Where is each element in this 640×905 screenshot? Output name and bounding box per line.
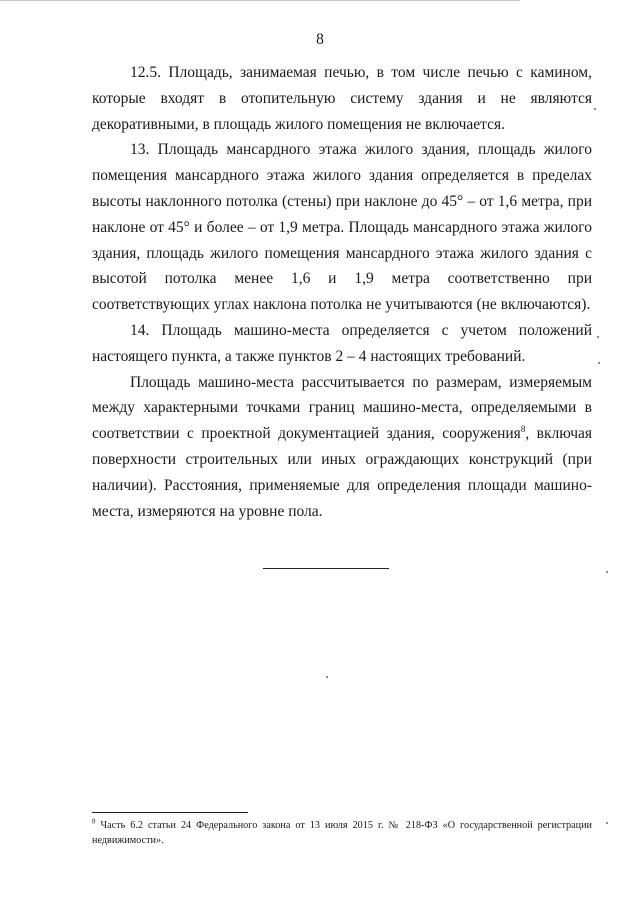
scan-speck (594, 108, 596, 110)
paragraph-13: 13. Площадь мансардного этажа жилого здания, площадь жилого помещения мансардного этажа жилого здания определяется в пределах высоты наклонного потолка (стены) при наклоне до 45° – от 1,6 метра, при наклоне от 45° и более – от 1,9 метра. Площадь мансардного этажа жилого здания, площадь жилого помещения мансардного этажа жилого здания с высотой потолка менее 1,6 и 1,9 метра соответственно при соответствующих углах наклона потолка не учитываются (не включаются). (92, 141, 592, 314)
scan-speck (326, 676, 328, 678)
scan-edge (0, 0, 520, 1)
footnote-rule (92, 812, 248, 813)
section-separator (263, 568, 389, 569)
footnote (92, 818, 592, 848)
page-number: 8 (316, 31, 324, 48)
footnote-reference: 8 (520, 424, 526, 434)
paragraph-12-5: 12.5. Площадь, занимаемая печью, в том числе печью с камином, которые входят в отопительную систему здания и не являются декоративными, в площадь жилого помещения не включается. (92, 64, 592, 133)
scan-speck (598, 362, 600, 364)
document-body (92, 60, 592, 524)
scan-speck (606, 571, 608, 573)
scan-speck (597, 336, 599, 338)
paragraph-14-parking-area (92, 370, 592, 525)
paragraph-text-part-1: Площадь машино-места рассчитывается по размерам, измеряемым между характерными точками границ машино-места, определяемыми в соответствии с проектной документацией здания, сооружения (92, 373, 592, 443)
paragraph-text-part-2: , включая поверхности строительных или иных ограждающих конструкций (при наличии). Расстояния, применяемые для определения площади машино-места, измеряются на уровне пола. (92, 425, 593, 520)
paragraph-14: 14. Площадь машино-места определяется с учетом положений настоящего пункта, а также пунктов 2 – 4 настоящих требований. (92, 321, 592, 365)
scan-speck (606, 822, 608, 824)
footnote-text: Часть 6.2 статьи 24 Федерального закона от 13 июля 2015 г. № 218-ФЗ «О государственной регистрации недвижимости». (92, 820, 592, 846)
footnote-marker: 8 (92, 817, 96, 826)
